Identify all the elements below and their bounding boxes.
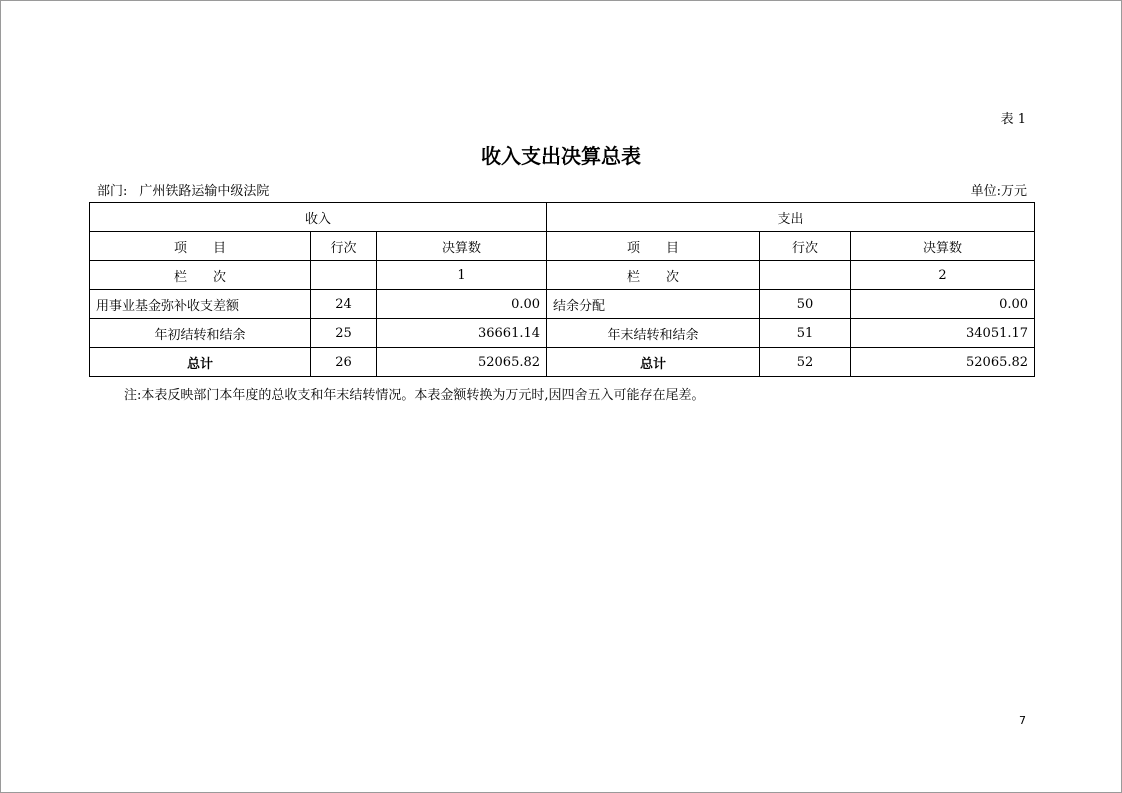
expense-total-row-no: 52	[760, 348, 851, 377]
income-row-no: 25	[311, 319, 377, 348]
income-column-index: 1	[377, 261, 547, 290]
income-amount-header: 决算数	[377, 232, 547, 261]
income-total-row-no: 26	[311, 348, 377, 377]
table-row	[90, 319, 1035, 348]
expense-column-index-empty	[760, 261, 851, 290]
income-section-header: 收入	[90, 203, 547, 232]
department-value: 广州铁路运输中级法院	[139, 184, 270, 199]
expense-item: 结余分配	[547, 290, 760, 319]
table-note: 注:本表反映部门本年度的总收支和年末结转情况。本表金额转换为万元时,因四舍五入可能存在尾差。	[124, 388, 705, 403]
income-total-amount: 52065.82	[377, 348, 547, 377]
unit-label: 单位:万元	[970, 184, 1027, 199]
income-item: 年初结转和结余	[90, 319, 311, 348]
column-index-row	[90, 261, 1035, 290]
income-column-index-empty	[311, 261, 377, 290]
table-row	[90, 290, 1035, 319]
expense-item-header: 项 目	[547, 232, 760, 261]
column-header-row	[90, 232, 1035, 261]
expense-column-index-label: 栏 次	[547, 261, 760, 290]
page-title: 收入支出决算总表	[481, 144, 641, 168]
section-header-row	[90, 203, 1035, 232]
expense-amount-header: 决算数	[851, 232, 1035, 261]
expense-amount: 34051.17	[851, 319, 1035, 348]
expense-total-amount: 52065.82	[851, 348, 1035, 377]
income-amount: 36661.14	[377, 319, 547, 348]
income-amount: 0.00	[377, 290, 547, 319]
income-item-header: 项 目	[90, 232, 311, 261]
expense-amount: 0.00	[851, 290, 1035, 319]
expense-column-index: 2	[851, 261, 1035, 290]
income-column-index-label: 栏 次	[90, 261, 311, 290]
total-row	[90, 348, 1035, 377]
summary-table	[89, 202, 1035, 377]
expense-total-label: 总计	[547, 348, 760, 377]
income-item: 用事业基金弥补收支差额	[90, 290, 311, 319]
page-number: 7	[1019, 714, 1026, 727]
table-number: 表 1	[1000, 112, 1026, 127]
department-label: 部门:	[97, 184, 128, 199]
income-total-label: 总计	[90, 348, 311, 377]
meta-row	[97, 180, 1027, 199]
income-row-no-header: 行次	[311, 232, 377, 261]
expense-section-header: 支出	[547, 203, 1035, 232]
expense-item: 年末结转和结余	[547, 319, 760, 348]
income-row-no: 24	[311, 290, 377, 319]
expense-row-no-header: 行次	[760, 232, 851, 261]
expense-row-no: 50	[760, 290, 851, 319]
department-info	[97, 180, 269, 199]
expense-row-no: 51	[760, 319, 851, 348]
